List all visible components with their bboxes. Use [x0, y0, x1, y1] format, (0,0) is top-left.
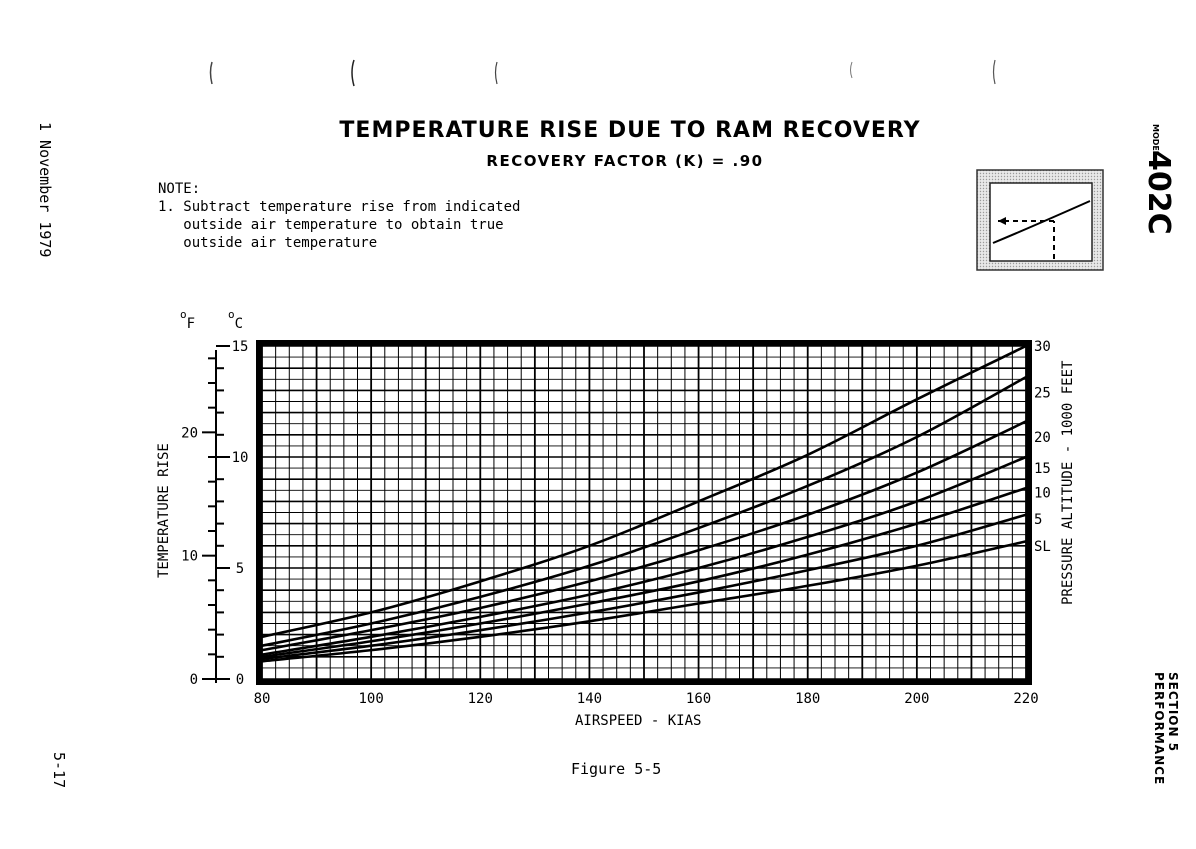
altitude-label: 5	[1034, 512, 1043, 529]
x-axis-label: AIRSPEED - KIAS	[575, 713, 702, 729]
section-label: SECTION 5 PERFORMANCE	[1152, 672, 1180, 786]
celsius-unit: $^o$C	[228, 308, 244, 332]
altitude-label: SL	[1034, 538, 1051, 555]
altitude-label: 30	[1034, 339, 1051, 355]
celsius-tick-label: 10	[231, 450, 249, 466]
x-tick-label: 220	[1013, 691, 1039, 707]
fahrenheit-unit: $^o$F	[180, 308, 196, 332]
altitude-label: 25	[1034, 385, 1051, 402]
chart-title: TEMPERATURE RISE DUE TO RAM RECOVERY	[339, 118, 921, 143]
celsius-tick-label: 0	[235, 672, 245, 688]
y-axis-label: TEMPERATURE RISE	[156, 443, 172, 578]
x-tick-label: 160	[685, 691, 712, 707]
celsius-tick-label: 5	[235, 561, 245, 577]
altitude-label: 15	[1034, 461, 1051, 478]
fahrenheit-tick-label: 20	[181, 425, 198, 442]
model-caption: MODEL	[1151, 124, 1160, 156]
fahrenheit-tick-label: 0	[189, 672, 198, 688]
note-text: 1. Subtract temperature rise from indicated outside air temperature to obtain true outside air temperature	[158, 199, 521, 251]
altitude-label: 20	[1034, 430, 1051, 447]
x-tick-label: 200	[904, 691, 930, 707]
revision-date: 1 November 1979	[36, 122, 54, 258]
page-number: 5-17	[50, 752, 68, 789]
x-tick-label: 140	[576, 691, 603, 707]
x-tick-label: 120	[467, 691, 493, 707]
x-tick-label: 80	[253, 691, 271, 707]
celsius-tick-label: 15	[231, 339, 249, 355]
chart-subtitle: RECOVERY FACTOR (K) = .90	[486, 152, 764, 170]
x-tick-label: 100	[358, 691, 384, 707]
figure-caption: Figure 5-5	[571, 760, 662, 778]
fahrenheit-tick-label: 10	[181, 548, 198, 565]
altitude-axis-label: PRESSURE ALTITUDE - 1000 FEET	[1060, 360, 1076, 605]
note-heading: NOTE:	[158, 181, 201, 197]
model-number: 402C	[1141, 150, 1176, 235]
x-tick-label: 180	[795, 691, 821, 707]
altitude-label: 10	[1034, 485, 1051, 502]
